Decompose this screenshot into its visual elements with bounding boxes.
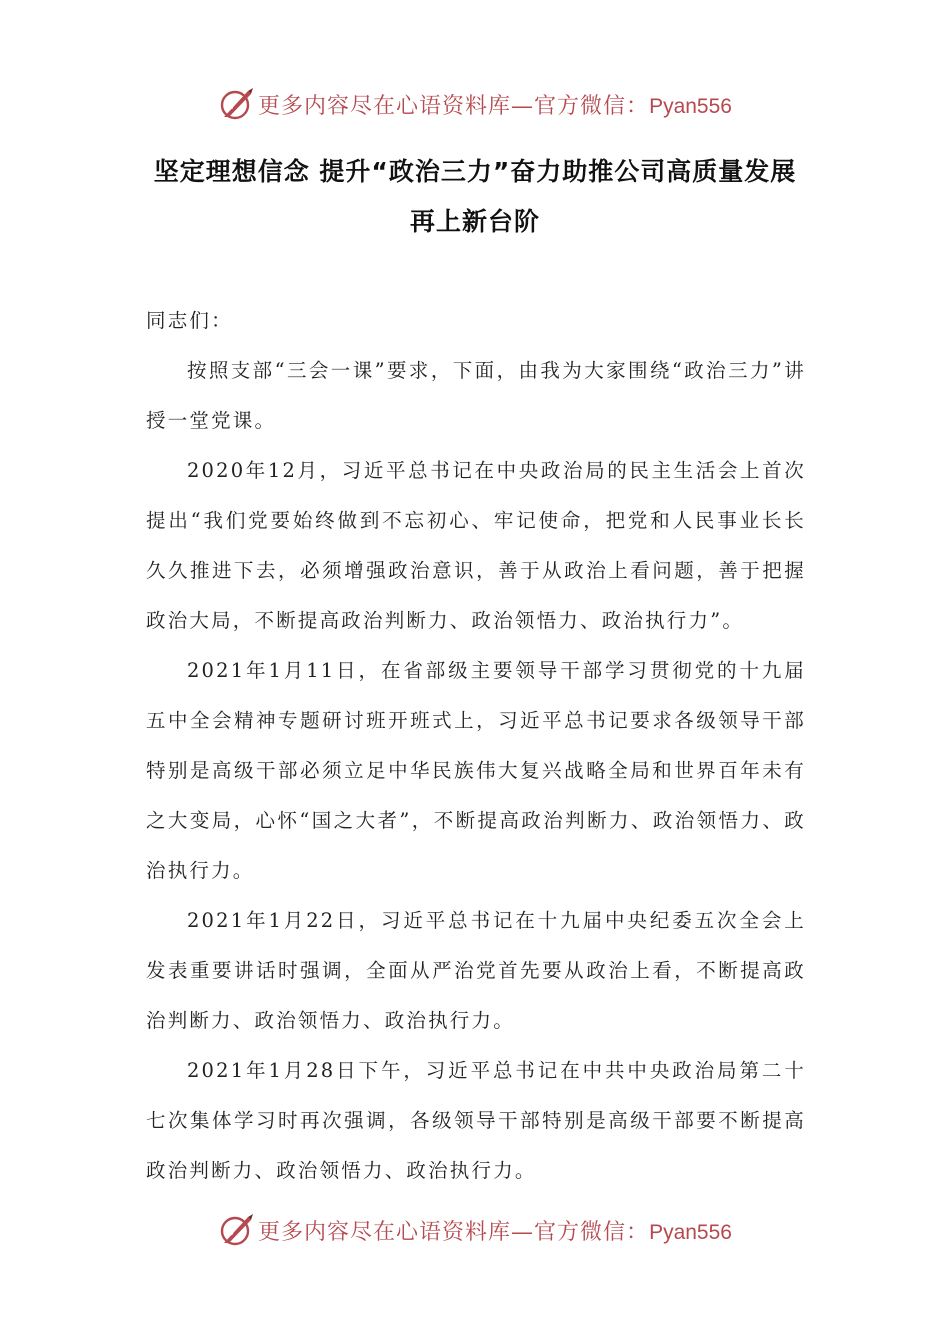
watermark-footer [0, 1210, 950, 1250]
quill-pen-logo-icon [218, 86, 254, 122]
watermark-brand: 更多内容尽在心语资料库 [258, 93, 512, 119]
watermark-text [258, 1215, 732, 1246]
body-paragraph: 2021年1月28日下午，习近平总书记在中共中央政治局第二十七次集体学习时再次强调，各级领导干部特别是高级干部要不断提高政治判断力、政治领悟力、政治执行力。 [146, 1059, 806, 1182]
watermark-brand: 更多内容尽在心语资料库 [258, 1219, 512, 1245]
watermark-wechat-id: Pyan556 [649, 94, 732, 118]
watermark-header [0, 84, 950, 124]
document-body [146, 296, 806, 1196]
watermark-wechat-label: 官方微信： [534, 1219, 650, 1245]
body-paragraph: 2020年12月，习近平总书记在中央政治局的民主生活会上首次提出“我们党要始终做到不忘初心、牢记使命，把党和人民事业长长久久推进下去，必须增强政治意识，善于从政治上看问题，善于把握政治大局，不断提高政治判断力、政治领悟力、政治执行力”。 [146, 459, 806, 632]
watermark-dash: — [511, 93, 535, 119]
salutation: 同志们： [146, 309, 233, 332]
document-title-line1: 坚定理想信念 提升“政治三力”奋力助推公司高质量发展 [153, 157, 797, 186]
watermark-wechat-id: Pyan556 [649, 1220, 732, 1244]
quill-pen-logo-icon [218, 1212, 254, 1248]
watermark-text [258, 89, 732, 120]
body-paragraph: 2021年1月11日，在省部级主要领导干部学习贯彻党的十九届五中全会精神专题研讨班开班式上，习近平总书记要求各级领导干部特别是高级干部必须立足中华民族伟大复兴战略全局和世界百年未有之大变局，心怀“国之大者”，不断提高政治判断力、政治领悟力、政治执行力。 [146, 659, 806, 882]
watermark-wechat-label: 官方微信： [534, 93, 650, 119]
document-title-line2: 再上新台阶 [409, 207, 540, 236]
body-paragraph: 按照支部“三会一课”要求，下面，由我为大家围绕“政治三力”讲授一堂党课。 [146, 359, 806, 432]
body-paragraph: 2021年1月22日，习近平总书记在十九届中央纪委五次全会上发表重要讲话时强调，全面从严治党首先要从政治上看，不断提高政治判断力、政治领悟力、政治执行力。 [146, 909, 806, 1032]
watermark-dash: — [511, 1219, 535, 1245]
